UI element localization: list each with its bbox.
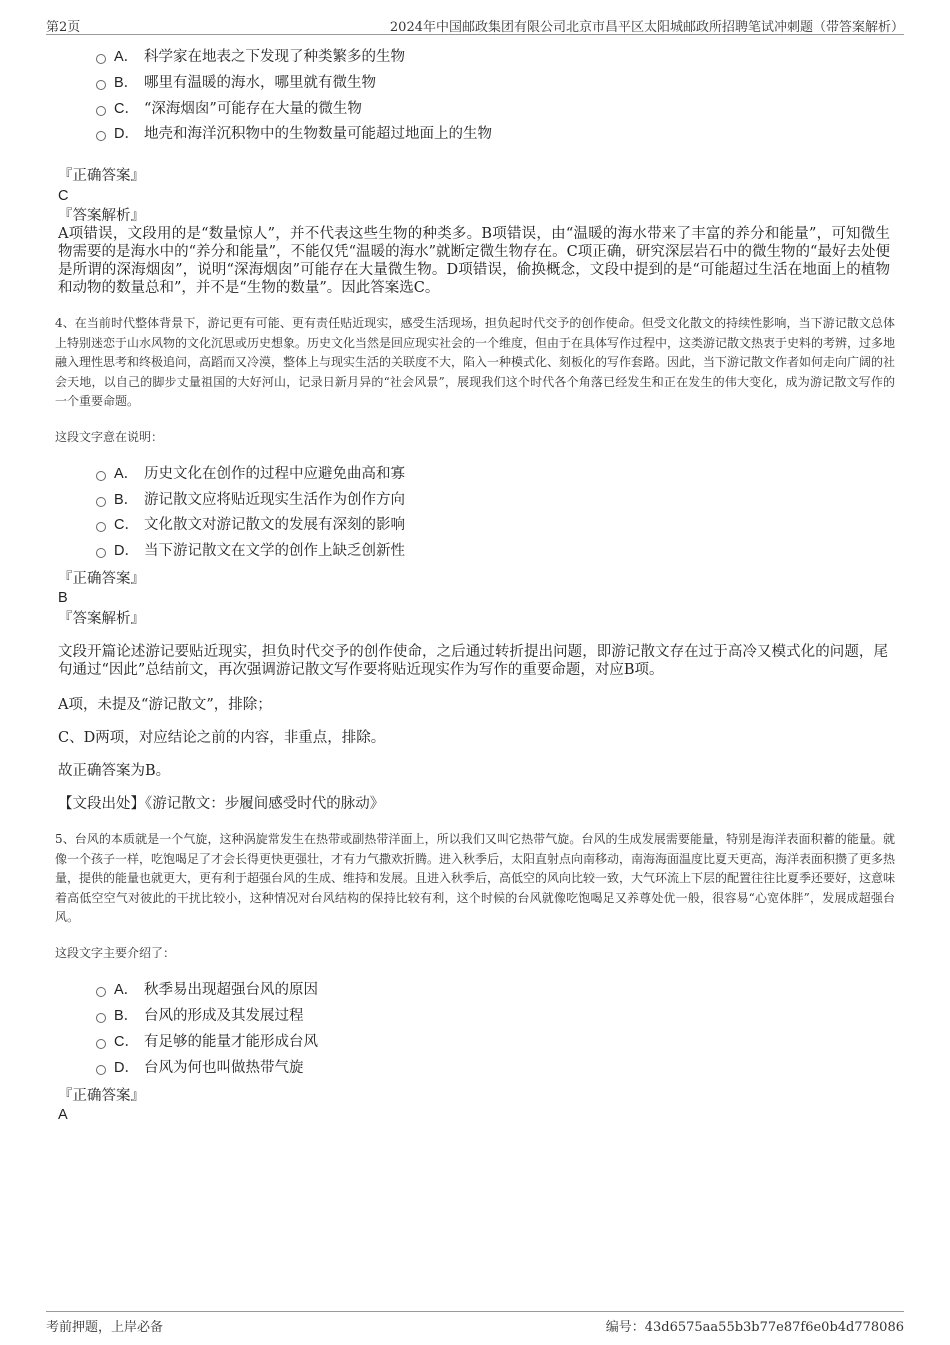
radio-icon[interactable] <box>96 1039 106 1049</box>
q5-stem: 这段文字主要介绍了： <box>55 946 176 960</box>
q4-analysis-1: 文段开篇论述游记要贴近现实，担负时代交予的创作使命，之后通过转折提出问题，即游记散文存在过于高冷又模式化的问题，尾句通过“因此”总结前文，再次强调游记散文写作要将贴近现实作为写作的重要命题，对应B项。 <box>58 644 888 678</box>
q5-question: 5、台风的本质就是一个气旋，这种涡旋常发生在热带或副热带洋面上，所以我们又叫它热带气旋。台风的生成发展需要能量，特别是海洋表面积蓄的能量。就像一个孩子一样，吃饱喝足了才会长得更快更强壮，才有力气撒欢折腾。进入秋季后，太阳直射点向南移动，南海海面温度比夏天更高，海洋表面积攒了更多热量，提供的能量也就更大，更有利于超强台风的生成、维持和发展。且进入秋季后，高低空的风向比较一致，大气环流上下层的配置往往比夏季还要好，这意味着高低空空气对彼此的干扰比较小，这种情况对台风结构的保持比较有利，这个时候的台风就像吃饱喝足又养尊处优一般，很容易“心宽体胖”，发展成超强台风。 <box>55 832 896 924</box>
q4-question: 4、在当前时代整体背景下，游记更有可能、更有责任贴近现实，感受生活现场，担负起时代交予的创作使命。但受文化散文的持续性影响，当下游记散文总体上特别迷恋于山水风物的文化沉思或历史想象。历史文化当然是回应现实社会的一个维度，但由于在具体写作过程中，这类游记散文热衷于史料的考辨，过多地融入理性思考和终极追问，高蹈而又冷漠，整体上与现实生活的关联度不大，陷入一种模式化、刻板化的写作套路。因此，当下游记散文作者如何走向广阔的社会天地，以自己的脚步丈量祖国的大好河山，记录日新月异的“社会风景”，展现我们这个时代各个角落已经发生和正在发生的伟大变化，成为游记散文写作的一个重要命题。 <box>55 316 896 408</box>
radio-icon[interactable] <box>96 987 106 997</box>
q3-option-a[interactable]: A． 科学家在地表之下发现了种类繁多的生物 <box>96 47 405 67</box>
document-code: 编号：43d6575aa55b3b77e87f6e0b4d778086 <box>605 1320 904 1335</box>
q4-option-a[interactable]: A． 历史文化在创作的过程中应避免曲高和寡 <box>96 464 405 484</box>
q5-option-a[interactable]: A． 秋季易出现超强台风的原因 <box>96 980 318 1000</box>
page-header <box>46 14 904 35</box>
q4-analysis-4: 故正确答案为B。 <box>58 763 171 779</box>
radio-icon[interactable] <box>96 522 106 532</box>
document-title: 2024年中国邮政集团有限公司北京市昌平区太阳城邮政所招聘笔试冲刺题（带答案解析） <box>389 20 904 35</box>
q3-analysis-label: 『答案解析』 <box>58 208 145 224</box>
radio-icon[interactable] <box>96 497 106 507</box>
q4-source: 【文段出处】《游记散文：步履间感受时代的脉动》 <box>58 796 385 812</box>
page-number: 第2页 <box>46 20 81 35</box>
radio-icon[interactable] <box>96 1065 106 1075</box>
q4-option-d[interactable]: D． 当下游记散文在文学的创作上缺乏创新性 <box>96 541 405 561</box>
radio-icon[interactable] <box>96 106 106 116</box>
q4-answer-label: 『正确答案』 <box>58 571 145 587</box>
q4-stem: 这段文字意在说明： <box>55 430 164 444</box>
q3-analysis: A项错误，文段用的是“数量惊人”，并不代表这些生物的种类多。B项错误，由“温暖的海水带来了丰富的养分和能量”，可知微生物需要的是海水中的“养分和能量”，不能仅凭“温暖的海水”就断定微生物存在。C项正确，研究深层岩石中的微生物的“最好去处便是所谓的深海烟囱”，说明“深海烟囱”可能存在大量微生物。D项错误，偷换概念，文段中提到的是“可能超过生活在地面上的植物和动物的数量总和”，并不是“生物的数量”。因此答案选C。 <box>58 226 890 296</box>
q4-analysis-3: C、D两项，对应结论之前的内容，非重点，排除。 <box>58 730 386 746</box>
q5-answer: A <box>58 1107 68 1123</box>
radio-icon[interactable] <box>96 131 106 141</box>
q3-option-d[interactable]: D． 地壳和海洋沉积物中的生物数量可能超过地面上的生物 <box>96 124 492 144</box>
q5-option-c[interactable]: C． 有足够的能量才能形成台风 <box>96 1032 318 1052</box>
radio-icon[interactable] <box>96 471 106 481</box>
radio-icon[interactable] <box>96 54 106 64</box>
q4-analysis-2: A项，未提及“游记散文”，排除； <box>58 697 272 713</box>
radio-icon[interactable] <box>96 80 106 90</box>
q3-answer-label: 『正确答案』 <box>58 168 145 184</box>
q3-option-c[interactable]: C． “深海烟囱”可能存在大量的微生物 <box>96 99 362 119</box>
q3-answer: C <box>58 188 69 204</box>
q3-option-b[interactable]: B． 哪里有温暖的海水，哪里就有微生物 <box>96 73 376 93</box>
q4-answer: B <box>58 590 68 606</box>
q4-option-b[interactable]: B． 游记散文应将贴近现实生活作为创作方向 <box>96 490 405 510</box>
q4-analysis-label: 『答案解析』 <box>58 611 145 627</box>
radio-icon[interactable] <box>96 1013 106 1023</box>
q5-answer-label: 『正确答案』 <box>58 1088 145 1104</box>
footer-slogan: 考前押题，上岸必备 <box>46 1320 164 1335</box>
page-footer <box>46 1311 904 1334</box>
q5-option-b[interactable]: B． 台风的形成及其发展过程 <box>96 1006 304 1026</box>
q4-option-c[interactable]: C． 文化散文对游记散文的发展有深刻的影响 <box>96 515 405 535</box>
radio-icon[interactable] <box>96 548 106 558</box>
q5-option-d[interactable]: D． 台风为何也叫做热带气旋 <box>96 1058 304 1078</box>
